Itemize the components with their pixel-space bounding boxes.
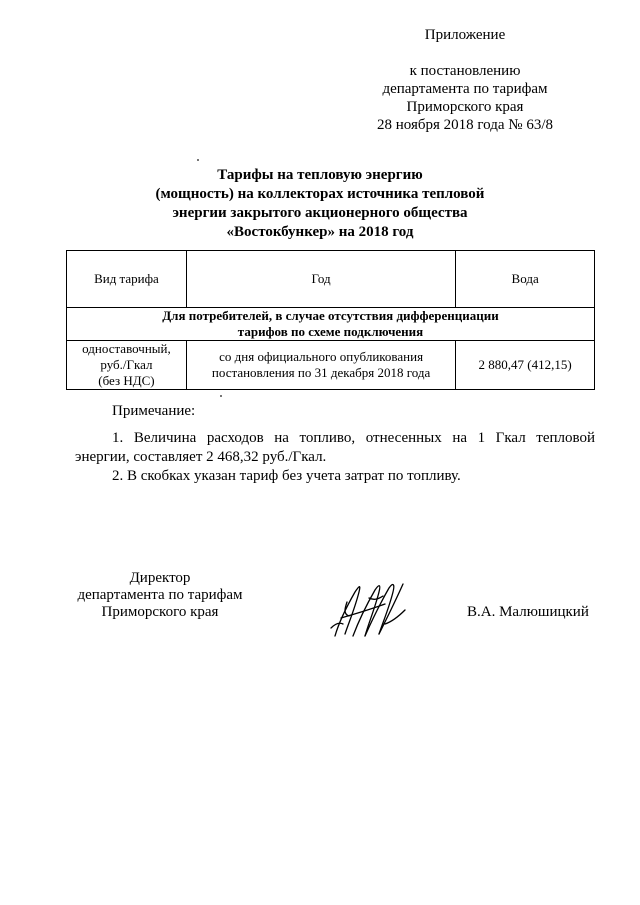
table-group-row	[67, 308, 595, 341]
appendix-line: 28 ноября 2018 года № 63/8	[376, 117, 554, 133]
note-item-2: 2. В скобках указан тариф без учета затрат по топливу.	[112, 468, 461, 484]
header-tariff-type: Вид тарифа	[67, 251, 187, 308]
note-item-1-rest: энергии, составляет 2 468,32 руб./Гкал.	[75, 449, 327, 465]
cell-line: одноставочный,	[82, 341, 171, 356]
appendix-line: департамента по тарифам	[382, 81, 548, 97]
position-line: Директор	[129, 570, 191, 586]
document-title	[110, 166, 530, 242]
group-line: Для потребителей, в случае отсутствия дифференциации	[162, 308, 499, 323]
cell-line: постановления по 31 декабря 2018 года	[211, 365, 431, 380]
title-line: (мощность) на коллекторах источника тепловой	[155, 186, 485, 202]
cell-period	[186, 341, 455, 390]
signatory-position	[60, 570, 260, 621]
position-line: департамента по тарифам	[77, 587, 243, 603]
group-cell	[67, 308, 595, 341]
group-line: тарифов по схеме подключения	[237, 324, 424, 339]
cell-line: (без НДС)	[98, 373, 155, 388]
appendix-label: Приложение	[424, 27, 506, 43]
position-line: Приморского края	[101, 604, 219, 620]
cell-line: руб./Гкал	[100, 357, 153, 372]
appendix-block	[300, 26, 630, 134]
header-water: Вода	[456, 251, 595, 308]
notes-block	[75, 402, 595, 486]
header-year: Год	[186, 251, 455, 308]
handwritten-signature	[325, 578, 413, 640]
tariff-table	[66, 250, 595, 390]
cell-tariff-type	[67, 341, 187, 390]
appendix-line: Приморского края	[406, 99, 524, 115]
note-item-1-first: 1. Величина расходов на топливо, отнесенных на 1 Гкал тепловой	[112, 430, 595, 446]
table-row	[67, 341, 595, 390]
appendix-line: к постановлению	[409, 63, 521, 79]
notes-title: Примечание:	[112, 403, 196, 419]
scan-speck	[220, 395, 222, 397]
scan-speck	[197, 159, 199, 161]
signatory-name: В.А. Малюшицкий	[467, 604, 589, 620]
cell-line: со дня официального опубликования	[219, 349, 424, 364]
title-line: Тарифы на тепловую энергию	[217, 167, 423, 183]
title-line: энергии закрытого акционерного общества	[172, 205, 468, 221]
cell-value: 2 880,47 (412,15)	[456, 341, 595, 390]
title-line: «Востокбункер» на 2018 год	[226, 224, 414, 240]
table-header-row	[67, 251, 595, 308]
